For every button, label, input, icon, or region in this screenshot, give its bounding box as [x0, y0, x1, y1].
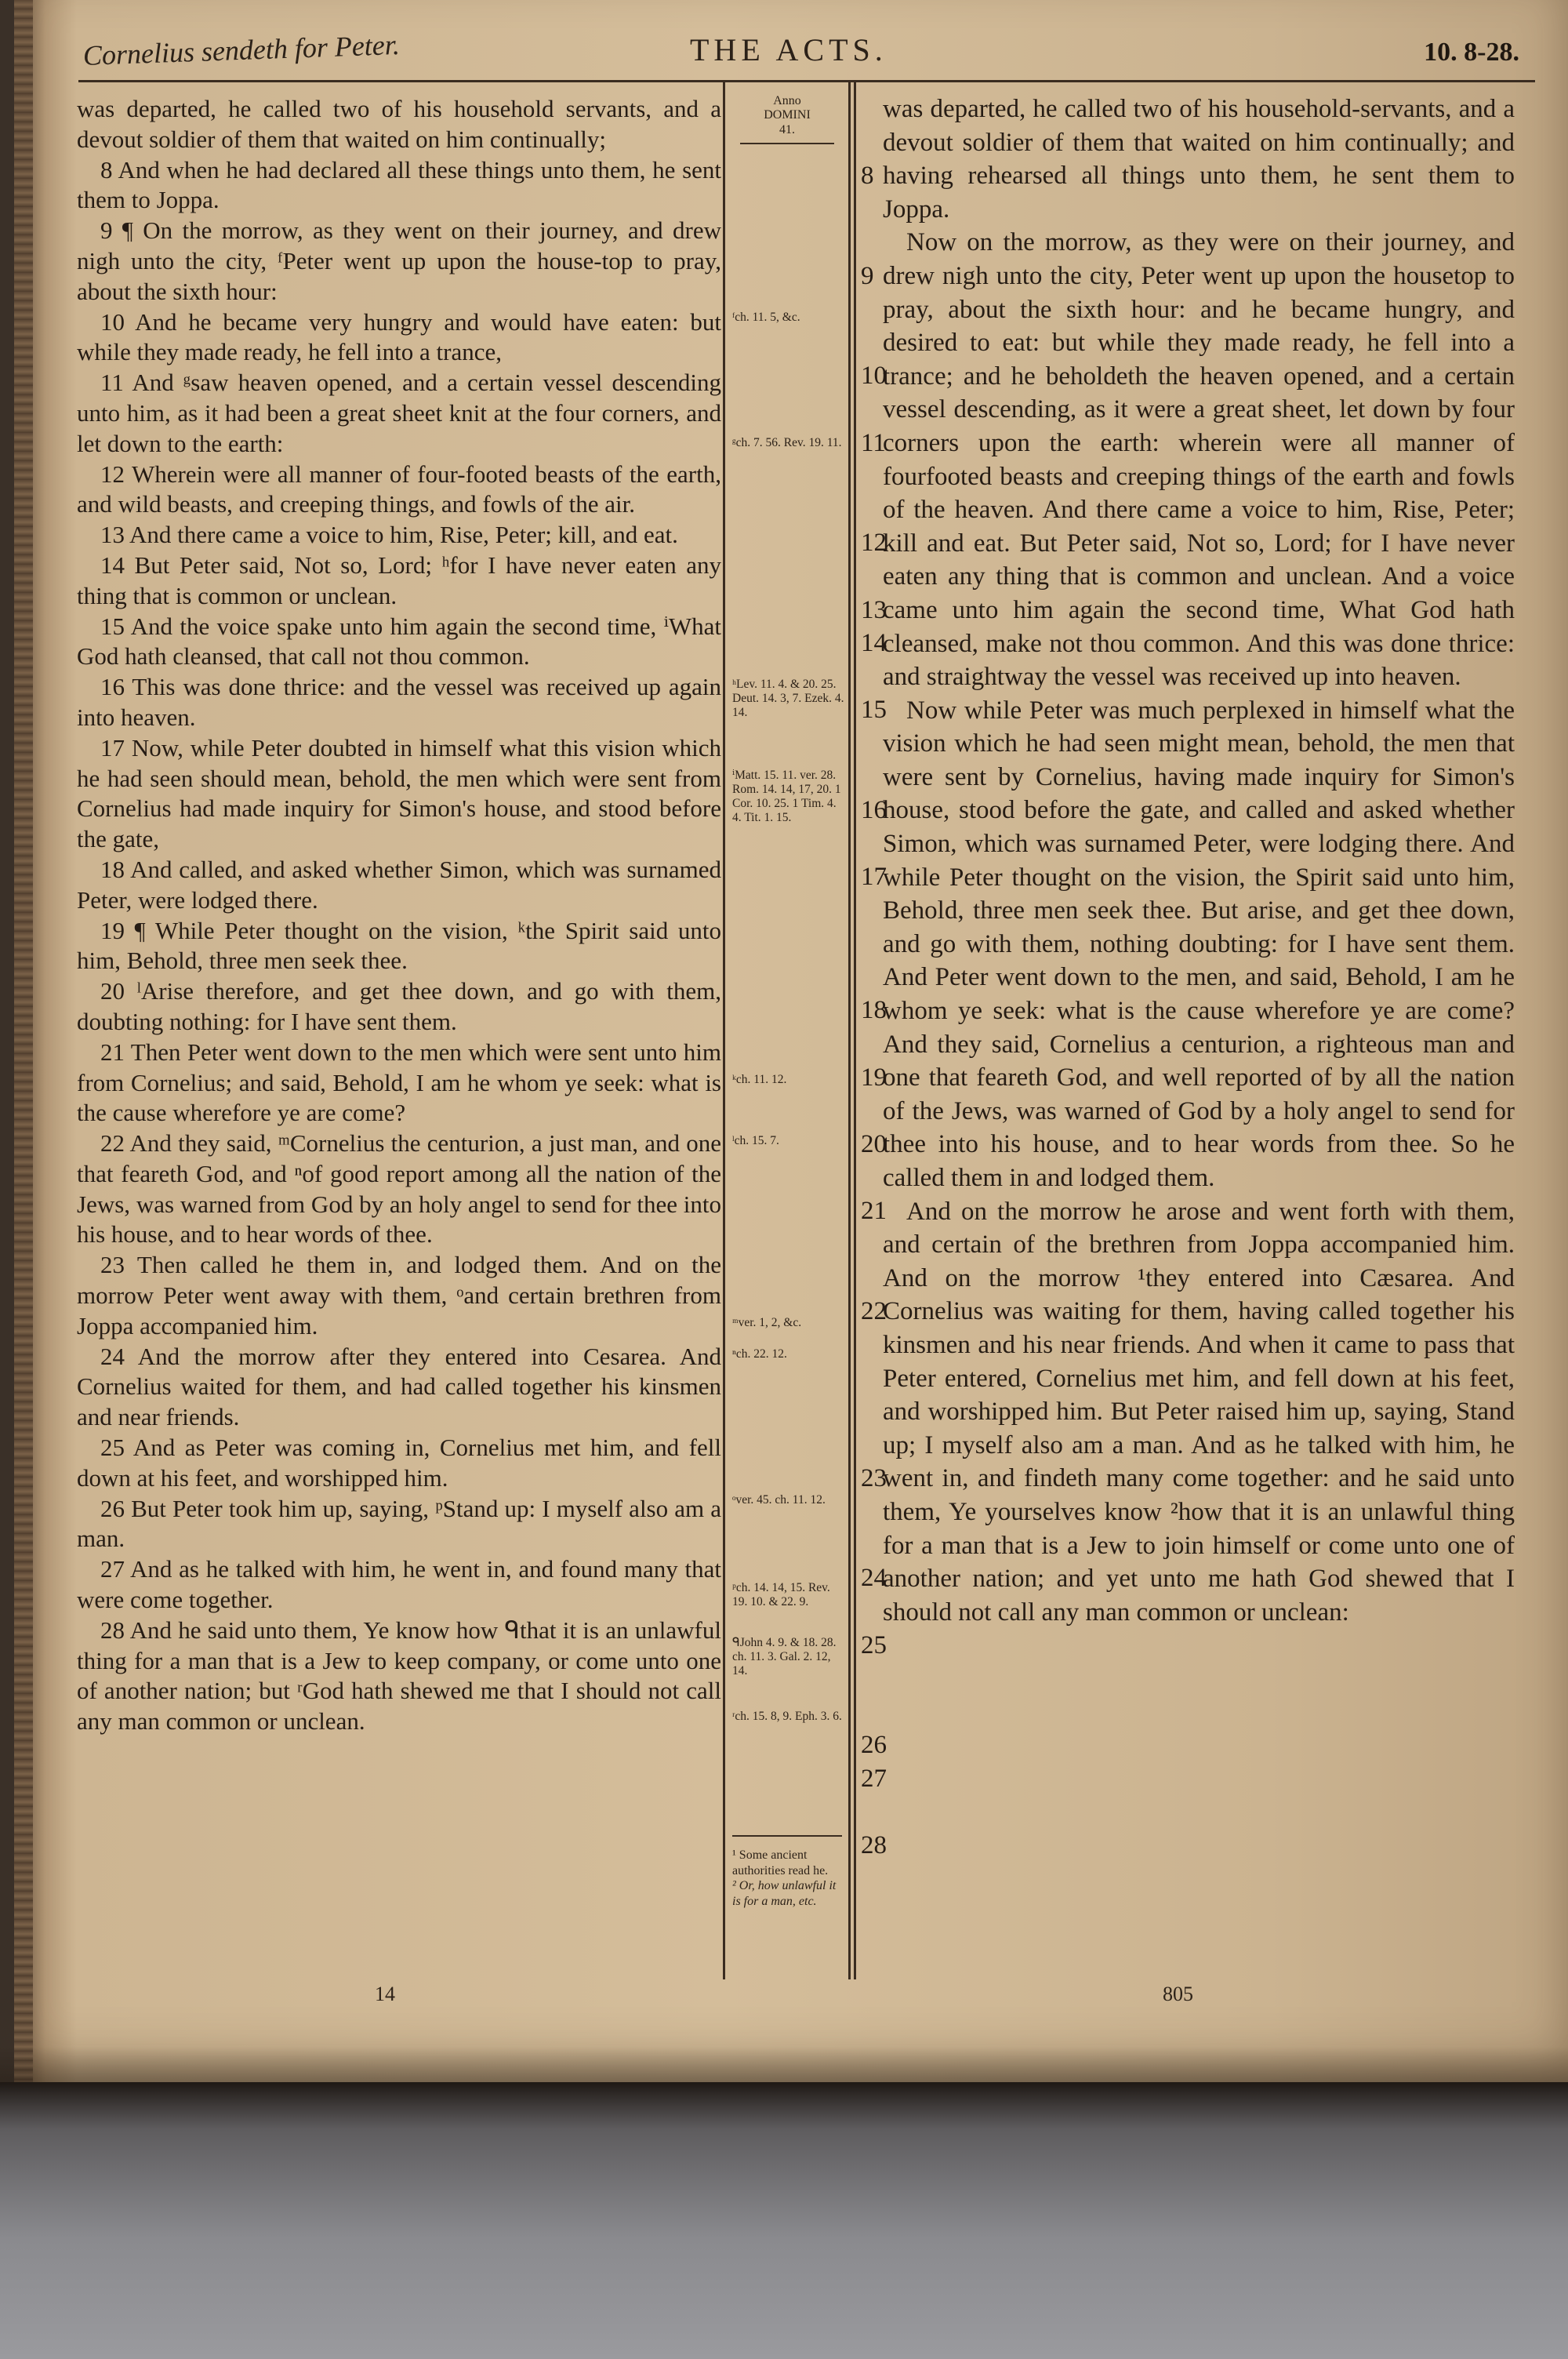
verse-number: 14	[861, 629, 887, 657]
cross-reference: ʳch. 15. 8, 9. Eph. 3. 6.	[732, 1710, 842, 1723]
anno-year: 41.	[779, 123, 795, 136]
right-paragraph: And on the morrow he arose and went forth with them, and certain of the brethren from Joppa accompanied him. And on the morrow ¹they entered into Cæsarea. And Cornelius was waiting for them, having called together his kinsmen and his near friends. And when it came to pass that Peter entered, Cornelius met him, and fell down at his feet, and worshipped him. But Peter raised him up, saying, Stand up; I myself also am a man. And as he talked with him, he went in, and findeth many come together: and he said unto them, Ye yourselves know ²how that it is an unlawful thing for a man that is a Jew to join himself or come unto one of another nation; and yet unto me hath God shewed that I should not call any man common or unclean:	[883, 1197, 1515, 1627]
left-paragraph: was departed, he called two of his household servants, and a devout soldier of them that waited on him continually;	[77, 95, 721, 153]
verse-number: 19	[861, 1063, 887, 1092]
left-verse-20: 20 ˡArise therefore, and get thee down, and go with them, doubting nothing: for I have sent them.	[77, 977, 721, 1035]
left-column-text	[77, 94, 721, 1976]
reference-column	[729, 94, 845, 1976]
left-verse-18: 18 And called, and asked whether Simon, which was surnamed Peter, were lodged there.	[77, 855, 721, 914]
footnote-rule	[732, 1835, 842, 1837]
verse-number: 27	[861, 1765, 887, 1793]
verse-number: 15	[861, 696, 887, 724]
right-paragraph: Now on the morrow, as they were on their journey, and drew nigh unto the city, Peter went up upon the housetop to pray, about the sixth hour: and he became hungry, and desired to eat: but while they made ready, he fell into a trance; and he beholdeth the heaven opened, and a certain vessel descending, as it were a great sheet, let down by four corners upon the earth: wherein were all manner of fourfooted beasts and creeping things of the earth and fowls of the heaven. And there came a voice to him, Rise, Peter; kill and eat. But Peter said, Not so, Lord; for I have never eaten any thing that is common and unclean. And a voice came unto him again the second time, What God hath cleansed, make not thou common. And this was done thrice: and straightway the vessel was received up into heaven.	[883, 228, 1515, 692]
cross-reference: ⁿch. 22. 12.	[732, 1347, 787, 1361]
verse-number: 23	[861, 1464, 887, 1492]
verse-number: 16	[861, 796, 887, 824]
cross-reference: ⁱMatt. 15. 11. ver. 28. Rom. 14. 14, 17, 20. 1 Cor. 10. 25. 1 Tim. 4. 4. Tit. 1. 15.	[732, 769, 841, 824]
column-divider-right	[848, 82, 851, 1979]
header-rule	[78, 80, 1535, 82]
verse-number: 25	[861, 1631, 887, 1659]
cross-reference: ˡch. 15. 7.	[732, 1134, 779, 1147]
background-surface	[0, 2082, 1568, 2359]
verse-number: 20	[861, 1130, 887, 1158]
anno-label: Anno	[773, 94, 801, 107]
book-title: THE ACTS.	[690, 32, 887, 67]
right-column-text	[883, 93, 1515, 1990]
left-verse-11: 11 And ᵍsaw heaven opened, and a certain vessel descending unto him, as it had been a great sheet knit at the four corners, and let down to the earth:	[77, 369, 721, 457]
column-divider-left	[723, 82, 725, 1979]
cross-reference: ʰLev. 11. 4. & 20. 25. Deut. 14. 3, 7. Ezek. 4. 14.	[732, 678, 844, 719]
left-verse-23: 23 Then called he them in, and lodged them. And on the morrow Peter went away with them, ᵒand certain brethren from Joppa accompanied him.	[77, 1251, 721, 1339]
cross-reference: ᵏch. 11. 12.	[732, 1073, 787, 1086]
cross-reference: ᵍch. 7. 56. Rev. 19. 11.	[732, 436, 842, 449]
left-verse-14: 14 But Peter said, Not so, Lord; ʰfor I have never eaten any thing that is common or unclean.	[77, 551, 721, 609]
book-page	[14, 0, 1568, 2082]
verse-number: 24	[861, 1564, 887, 1592]
footnote: ¹ Some ancient authorities read he.	[732, 1848, 829, 1877]
left-verse-22: 22 And they said, ᵐCornelius the centurion, a just man, and one that feareth God, and ⁿof good report among all the nation of the Jews, was warned from God by an holy angel to send for thee into his house, and to hear words of thee.	[77, 1129, 721, 1249]
cross-reference: ᑫJohn 4. 9. & 18. 28. ch. 11. 3. Gal. 2. 12, 14.	[732, 1636, 837, 1677]
right-paragraph: was departed, he called two of his household-servants, and a devout soldier of them that waited on him continually; and having rehearsed all things unto them, he sent them to Joppa.	[883, 95, 1515, 224]
anno-rule	[740, 143, 834, 144]
left-verse-21: 21 Then Peter went down to the men which were sent unto him from Cornelius; and said, Behold, I am he whom ye seek: what is the cause wherefore ye are come?	[77, 1038, 721, 1127]
page-header	[14, 28, 1568, 86]
left-verse-8: 8 And when he had declared all these things unto them, he sent them to Joppa.	[77, 155, 721, 214]
verse-number: 21	[861, 1197, 887, 1225]
left-verse-16: 16 This was done thrice: and the vessel was received up again into heaven.	[77, 673, 721, 731]
left-verse-28: 28 And he said unto them, Ye know how ᑫthat it is an unlawful thing for a man that is a Jew to keep company, or come unto one of another nation; but ʳGod hath shewed me that I should not call any man common or unclean.	[77, 1616, 721, 1736]
footnotes	[732, 1835, 845, 1909]
left-verse-12: 12 Wherein were all manner of four-footed beasts of the earth, and wild beasts, and creeping things, and fowls of the air.	[77, 460, 721, 518]
left-verse-26: 26 But Peter took him up, saying, ᵖStand up: I myself also am a man.	[77, 1494, 721, 1553]
verse-number: 9	[861, 262, 874, 290]
left-verse-27: 27 And as he talked with him, he went in, and found many that were come together.	[77, 1555, 721, 1614]
verse-number: 26	[861, 1731, 887, 1759]
footnote: ² Or, how unlawful it is for a man, etc.	[732, 1879, 837, 1908]
cross-reference: ᵖch. 14. 14, 15. Rev. 19. 10. & 22. 9.	[732, 1581, 830, 1608]
left-verse-15: 15 And the voice spake unto him again the second time, ⁱWhat God hath cleansed, that call not thou common.	[77, 612, 721, 671]
left-verse-24: 24 And the morrow after they entered into Cesarea. And Cornelius waited for them, and had called together his kinsmen and near friends.	[77, 1342, 721, 1431]
verse-number: 12	[861, 529, 887, 557]
chapter-verse-range: 10. 8-28.	[1424, 38, 1519, 67]
cross-reference: ᵒver. 45. ch. 11. 12.	[732, 1493, 826, 1507]
verse-number: 11	[861, 429, 886, 457]
left-verse-19: 19 ¶ While Peter thought on the vision, ᵏthe Spirit said unto him, Behold, three men seek thee.	[77, 916, 721, 975]
verse-number: 8	[861, 162, 874, 190]
right-folio: 805	[1163, 1983, 1193, 2005]
verse-number: 28	[861, 1831, 887, 1859]
verse-number: 17	[861, 863, 887, 891]
column-divider-right-double	[854, 82, 856, 1979]
left-verse-17: 17 Now, while Peter doubted in himself what this vision which he had seen should mean, behold, the men which were sent from Cornelius had made inquiry for Simon's house, and stood before the gate,	[77, 733, 721, 853]
previous-page-edge	[14, 0, 33, 2082]
verse-number: 10	[861, 362, 887, 390]
verse-number: 13	[861, 596, 887, 624]
verse-number: 18	[861, 996, 887, 1024]
domini-label: DOMINI	[764, 108, 811, 122]
running-head: Cornelius sendeth for Peter.	[82, 28, 401, 71]
left-folio: 14	[375, 1983, 395, 2005]
cross-reference: ᶠch. 11. 5, &c.	[732, 311, 800, 324]
cross-reference: ᵐver. 1, 2, &c.	[732, 1316, 802, 1329]
left-verse-10: 10 And he became very hungry and would have eaten: but while they made ready, he fell into a trance,	[77, 307, 721, 366]
verse-number: 22	[861, 1297, 887, 1325]
left-verse-9: 9 ¶ On the morrow, as they went on their journey, and drew nigh unto the city, ᶠPeter went up upon the house-top to pray, about the sixth hour:	[77, 216, 721, 305]
left-verse-25: 25 And as Peter was coming in, Cornelius met him, and fell down at his feet, and worshipped him.	[77, 1434, 721, 1492]
left-verse-13: 13 And there came a voice to him, Rise, Peter; kill, and eat.	[100, 521, 678, 549]
right-paragraph: Now while Peter was much perplexed in himself what the vision which he had seen might mean, behold, the men that were sent by Cornelius, having made inquiry for Simon's house, stood before the gate, and called and asked whether Simon, which was surnamed Peter, were lodging there. And while Peter thought on the vision, the Spirit said unto him, Behold, three men seek thee. But arise, and get thee down, and go with them, nothing doubting: for I have sent them. And Peter went down to the men, and said, Behold, I am he whom ye seek: what is the cause wherefore ye are come? And they said, Cornelius a centurion, a righteous man and one that feareth God, and well reported of by all the nation of the Jews, was warned of God by a holy angel to send for thee into his house, and to hear words from thee. So he called them in and lodged them.	[883, 696, 1515, 1192]
